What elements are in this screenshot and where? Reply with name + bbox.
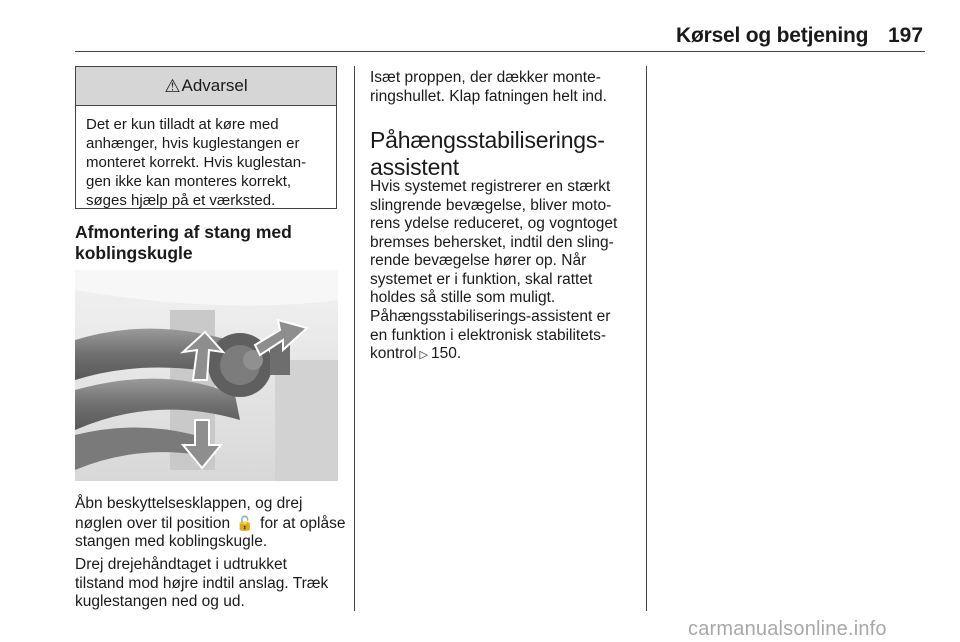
towbar-drawing: [75, 270, 338, 481]
watermark: carmanualsonline.info: [688, 618, 887, 640]
page-reference-link[interactable]: 150.: [431, 345, 462, 362]
stabilizer-reference: Påhængsstabiliserings-assistent er en funktion i elektronisk stabilitets- kontrol ▷ 150.: [370, 308, 645, 365]
removal-step-1: Åbn beskyttelsesklappen, og drej nøglen over til position 🔓 for at oplåse stangen med koblingskugle.: [75, 495, 346, 550]
towbar-illustration: [75, 270, 338, 481]
page-reference-icon: ▷: [419, 349, 428, 361]
unlock-icon: 🔓: [236, 514, 254, 531]
intro-paragraph: Isæt proppen, der dækker monte- ringshullet. Klap fatningen helt ind.: [370, 69, 607, 105]
warning-triangle-icon: ⚠: [164, 75, 181, 96]
warning-title: Advarsel: [181, 76, 248, 95]
warning-box: [75, 66, 337, 209]
page-number: 197: [888, 24, 924, 47]
removal-step-2: Drej drejehåndtaget i udtrukket tilstand mod højre indtil anslag. Træk kuglestangen ned og ud.: [75, 556, 329, 610]
warning-header: [76, 67, 336, 106]
stabilizer-description: Hvis systemet registrerer en stærkt slingrende bevægelse, bliver moto- rens ydelse reduceret, og vogntoget bremses behersket, indtil den sling- rende bevægelse hører op. Når systemet er i funktion, skal rattet holdes så stille som muligt.: [370, 178, 618, 306]
column-divider-left: [354, 66, 355, 611]
warning-text: Det er kun tilladt at køre med anhænger, hvis kuglestangen er monteret korrekt. Hvis kuglestan- gen ikke kan monteres korrekt, søges hjælp på et værksted.: [86, 116, 307, 209]
section-heading-stabilizer: Påhængsstabiliserings- assistent: [370, 127, 605, 180]
section-title: Kørsel og betjening: [676, 24, 869, 47]
section-heading-removal: Afmontering af stang med koblingskugle: [75, 222, 292, 263]
header-divider: [75, 51, 925, 52]
column-divider-right: [646, 66, 647, 611]
